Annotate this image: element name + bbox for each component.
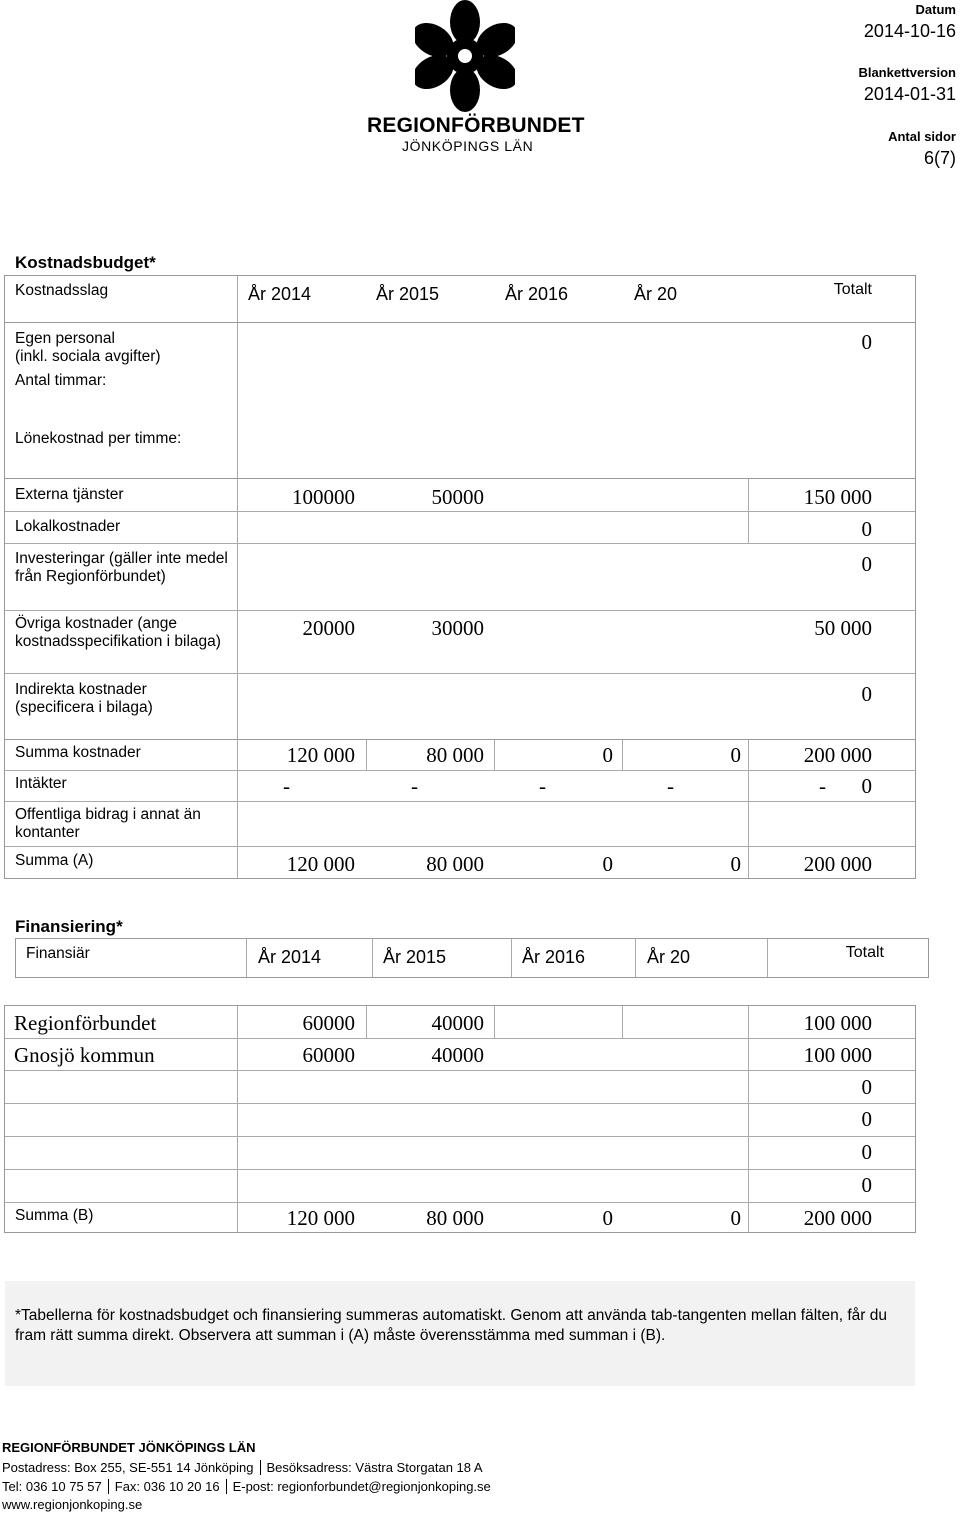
- cost-budget-title: Kostnadsbudget*: [15, 253, 156, 272]
- fin-row-4-total: 0: [861, 1107, 872, 1131]
- logo: [360, 0, 585, 160]
- intakter-label: Intäkter: [15, 775, 67, 792]
- cost-year-3-header: År 2016: [505, 284, 569, 304]
- fin-row-3-total: 0: [861, 1075, 872, 1099]
- cost-year-2-header: År 2015: [376, 284, 440, 304]
- fin-total-header: Totalt: [845, 944, 884, 961]
- footer-address-line: [2, 1460, 483, 1475]
- summa-a-year-1: 120 000: [286, 852, 355, 876]
- fin-row-1-year-2[interactable]: 40000: [431, 1011, 484, 1035]
- blankett-value: 2014-01-31: [863, 84, 956, 104]
- indirekta-label: Indirekta kostnader (specificera i bilaga): [15, 681, 153, 716]
- summa-kostnader-label: Summa kostnader: [15, 744, 141, 761]
- ovriga-year-1[interactable]: 20000: [302, 616, 355, 640]
- intakter-year-1[interactable]: -: [283, 774, 290, 798]
- lokal-label: Lokalkostnader: [15, 518, 121, 535]
- summa-b-year-1: 120 000: [286, 1206, 355, 1230]
- summa-b-year-4: 0: [730, 1206, 741, 1230]
- summa-a-total: 200 000: [803, 852, 872, 876]
- financing-title: Finansiering*: [15, 917, 123, 936]
- externa-total[interactable]: 150 000: [803, 485, 872, 509]
- cost-year-1-header: År 2014: [248, 284, 312, 304]
- sidor-value: 6(7): [923, 148, 956, 168]
- summa-kostnader-year-4: 0: [730, 743, 741, 767]
- fin-extra-total: 0: [861, 1173, 872, 1197]
- fin-row-2-name[interactable]: Gnosjö kommun: [14, 1043, 155, 1067]
- kostnadsslag-header: Kostnadsslag: [15, 282, 109, 299]
- summa-a-label: Summa (A): [15, 852, 94, 869]
- datum-label: Datum: [915, 2, 956, 17]
- intakter-dash: -: [819, 774, 826, 798]
- footer-epost[interactable]: E-post: regionforbundet@regionjonkoping.se: [232, 1479, 491, 1494]
- summa-a-year-4: 0: [730, 852, 741, 876]
- ovriga-label: Övriga kostnader (ange kostnadsspecifikation i bilaga): [15, 615, 221, 650]
- fin-row-2-year-2[interactable]: 40000: [431, 1043, 484, 1067]
- fin-row-1-name[interactable]: Regionförbundet: [14, 1011, 157, 1035]
- cost-header-row: [4, 275, 916, 323]
- flower-logo-icon: [415, 0, 515, 112]
- fin-year-2-header: År 2015: [383, 947, 447, 967]
- financing-header-row: [15, 938, 929, 978]
- externa-year-2[interactable]: 50000: [431, 485, 484, 509]
- externa-year-1[interactable]: 100000: [292, 485, 355, 509]
- summa-b-year-2: 80 000: [426, 1206, 484, 1230]
- externa-label: Externa tjänster: [15, 486, 124, 503]
- ovriga-total[interactable]: 50 000: [814, 616, 872, 640]
- fin-row-1-total: 100 000: [803, 1011, 872, 1035]
- summa-b-total: 200 000: [803, 1206, 872, 1230]
- personal-section: [4, 322, 916, 479]
- summa-kostnader-total: 200 000: [803, 743, 872, 767]
- summa-kostnader-year-2: 80 000: [426, 743, 484, 767]
- summa-a-year-3: 0: [602, 852, 613, 876]
- footer-org: REGIONFÖRBUNDET JÖNKÖPINGS LÄN: [2, 1440, 256, 1455]
- fin-row-2-year-1[interactable]: 60000: [302, 1043, 355, 1067]
- lonekostnad-label: Lönekostnad per timme:: [15, 430, 182, 447]
- summa-b-year-3: 0: [602, 1206, 613, 1230]
- invest-total[interactable]: 0: [861, 552, 872, 576]
- footer-tel: Tel: 036 10 75 57: [2, 1479, 102, 1494]
- footer-web[interactable]: www.regionjonkoping.se: [2, 1497, 143, 1512]
- fin-row-1-year-1[interactable]: 60000: [302, 1011, 355, 1035]
- fin-year-3-header: År 2016: [522, 947, 586, 967]
- personal-label-sub: (inkl. sociala avgifter): [15, 348, 161, 365]
- footer-fax: Fax: 036 10 20 16: [114, 1479, 220, 1494]
- fin-row-5-total: 0: [861, 1140, 872, 1164]
- indirekta-total[interactable]: 0: [861, 682, 872, 706]
- summa-b-label: Summa (B): [15, 1207, 94, 1224]
- note-text: *Tabellerna för kostnadsbudget och finansiering summeras automatiskt. Genom att använda tab-tangenten mellan fälten, får du fram rätt summa direkt. Observera att summan i (A) måste överensstämma med summan i (B).: [15, 1307, 887, 1344]
- sidor-label: Antal sidor: [888, 129, 956, 144]
- invest-label: Investeringar (gäller inte medel från Regionförbundet): [15, 550, 228, 585]
- offentliga-label: Offentliga bidrag i annat än kontanter: [15, 806, 201, 841]
- intakter-year-2[interactable]: -: [411, 774, 418, 798]
- footer-besoksadress: Besöksadress: Västra Storgatan 18 A: [266, 1460, 483, 1475]
- fin-year-1-header: År 2014: [258, 947, 322, 967]
- financing-body: [4, 1005, 916, 1233]
- summa-kostnader-year-1: 120 000: [286, 743, 355, 767]
- note-box: [5, 1281, 915, 1386]
- cost-year-4-header: År 20: [634, 284, 678, 304]
- fin-row-2-total: 100 000: [803, 1043, 872, 1067]
- logo-title: REGIONFÖRBUNDET: [367, 114, 585, 137]
- intakter-year-4[interactable]: -: [667, 774, 674, 798]
- summa-a-year-2: 80 000: [426, 852, 484, 876]
- footer-contact-line: [2, 1479, 491, 1494]
- finansiar-header: Finansiär: [26, 945, 90, 962]
- ovriga-year-2[interactable]: 30000: [431, 616, 484, 640]
- blankett-label: Blankettversion: [858, 65, 956, 80]
- antal-timmar-label: Antal timmar:: [15, 372, 107, 389]
- cost-total-header: Totalt: [833, 281, 872, 298]
- intakter-year-3[interactable]: -: [539, 774, 546, 798]
- datum-value: 2014-10-16: [863, 21, 956, 41]
- logo-subtitle: JÖNKÖPINGS LÄN: [402, 138, 534, 154]
- fin-year-4-header: År 20: [647, 947, 691, 967]
- lokal-total[interactable]: 0: [861, 517, 872, 541]
- personal-total[interactable]: 0: [861, 330, 872, 354]
- footer-postadress: Postadress: Box 255, SE-551 14 Jönköping: [2, 1460, 254, 1475]
- personal-label: Egen personal: [15, 330, 115, 347]
- summa-kostnader-year-3: 0: [602, 743, 613, 767]
- intakter-total: 0: [861, 774, 872, 798]
